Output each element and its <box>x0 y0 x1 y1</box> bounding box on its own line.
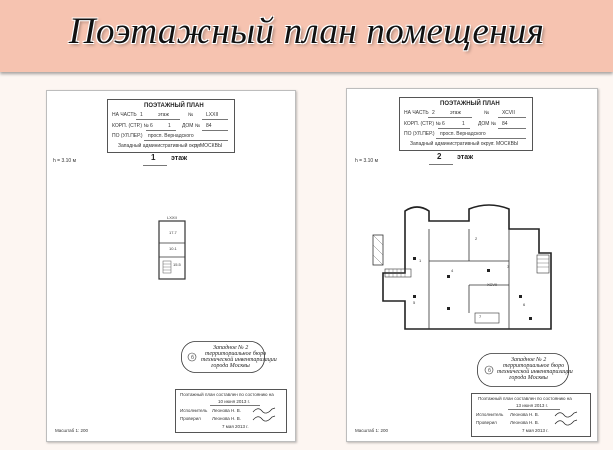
number-label: № <box>188 112 194 118</box>
city-value: г. МОСКВЫ <box>196 143 223 149</box>
floor-number: 2 <box>437 152 442 161</box>
street-label: ПО (УЛ.ПЕР.) <box>112 133 143 139</box>
part-label: НА ЧАСТЬ <box>112 112 137 118</box>
height-note: h = 3.10 м <box>53 158 77 164</box>
plan-label: 4 <box>451 268 454 273</box>
part-suffix: этаж <box>158 112 169 118</box>
plan-label: 5 <box>413 300 416 305</box>
house-value: 84 <box>502 121 508 127</box>
plan-label: 1 <box>419 258 422 263</box>
plan-label: 3 <box>507 264 510 269</box>
bureau-line: города Москвы <box>211 363 250 369</box>
checker-name: Леонова Н. В. <box>212 416 242 421</box>
part-label: НА ЧАСТЬ <box>404 110 429 116</box>
plan-label: 2 <box>475 236 478 241</box>
number-value: LXXII <box>206 112 219 118</box>
district-value: Западный административный округ <box>410 141 493 147</box>
building-value: 6 <box>442 121 445 127</box>
header-title: ПОЭТАЖНЫЙ ПЛАН <box>440 101 500 107</box>
part-value: 2 <box>432 110 435 116</box>
height-note: h = 3.10 м <box>355 158 379 164</box>
executor-name: Леонова Н. В. <box>212 408 242 413</box>
footer-date: 13 июня 2013 г. <box>516 403 548 408</box>
executor-signature <box>252 406 276 414</box>
bureau-line: технической инвентаризации <box>201 357 277 363</box>
street-label: ПО (УЛ.ПЕР.) <box>404 131 435 137</box>
checker-signature <box>554 418 578 426</box>
plan-label: 7 <box>479 314 482 319</box>
page-title: Поэтажный план помещения <box>68 11 545 52</box>
floor-number: 1 <box>151 153 156 162</box>
bureau-line: технической инвентаризации <box>497 369 573 375</box>
building-label: КОРП. (СТР.) № <box>112 123 149 129</box>
house-value: 84 <box>206 123 212 129</box>
floor-plan-sheet-2 <box>346 88 598 442</box>
house-label: ДОМ № <box>478 121 497 127</box>
footer-stamp <box>175 389 287 433</box>
building-mid: 1 <box>168 123 171 129</box>
header-stamp <box>399 97 533 151</box>
plan-label: ХСVII <box>487 282 498 287</box>
header-title: ПОЭТАЖНЫЙ ПЛАН <box>144 103 204 109</box>
plan-label: 6 <box>523 302 526 307</box>
floor-label: этаж <box>171 155 188 162</box>
footer-stamp <box>471 393 591 437</box>
house-label: ДОМ № <box>182 123 201 129</box>
plan-label: 10.1 <box>169 246 177 251</box>
checker-signature <box>252 414 276 422</box>
street-value: просп. Вернадского <box>148 133 194 139</box>
plan-label: LXXII <box>167 215 177 220</box>
building-label: КОРП. (СТР.) № <box>404 121 441 127</box>
footer-line: Поэтажный план составлен по состоянию на <box>478 396 572 401</box>
executor-label: Исполнитель <box>180 408 208 413</box>
plan-label: 15.5 <box>173 262 181 267</box>
footer-date-2: 7 мая 2013 г. <box>522 428 549 433</box>
district-value: Западный административный округ <box>118 143 201 149</box>
bureau-line: территориальное бюро <box>205 351 267 357</box>
bureau-line: города Москвы <box>509 375 548 381</box>
header-stamp <box>107 99 235 153</box>
number-label: № <box>484 110 490 116</box>
building-mid: 1 <box>462 121 465 127</box>
floor-plan-drawing <box>369 201 591 341</box>
building-value: 6 <box>150 123 153 129</box>
floor-plan-sheet-1 <box>46 90 296 442</box>
checker-label: Проверил <box>180 416 201 421</box>
footer-line: Поэтажный план составлен по состоянию на <box>180 392 274 397</box>
bureau-line: Западное № 2 <box>213 345 249 351</box>
footer-date-2: 7 мая 2013 г. <box>222 424 249 429</box>
executor-name: Леонова Н. В. <box>510 412 540 417</box>
svg-text:б: б <box>488 368 491 374</box>
city-value: г. МОСКВЫ <box>492 141 519 147</box>
scale-label: Масштаб 1: 200 <box>55 428 89 433</box>
part-value: 1 <box>140 112 143 118</box>
floor-label: этаж <box>457 154 474 161</box>
plan-label: 17.7 <box>169 230 177 235</box>
executor-label: Исполнитель <box>476 412 504 417</box>
svg-text:б: б <box>191 355 194 361</box>
bureau-line: территориальное бюро <box>503 363 565 369</box>
executor-signature <box>554 410 578 418</box>
street-value: просп. Вернадского <box>440 131 486 137</box>
number-value: ХСVII <box>502 110 515 116</box>
bureau-line: Западное № 2 <box>511 357 547 363</box>
checker-label: Проверил <box>476 420 497 425</box>
footer-date: 10 июня 2013 г. <box>218 399 250 404</box>
checker-name: Леонова Н. В. <box>510 420 540 425</box>
scale-label: Масштаб 1: 200 <box>355 428 389 433</box>
part-suffix: этаж <box>450 110 461 116</box>
